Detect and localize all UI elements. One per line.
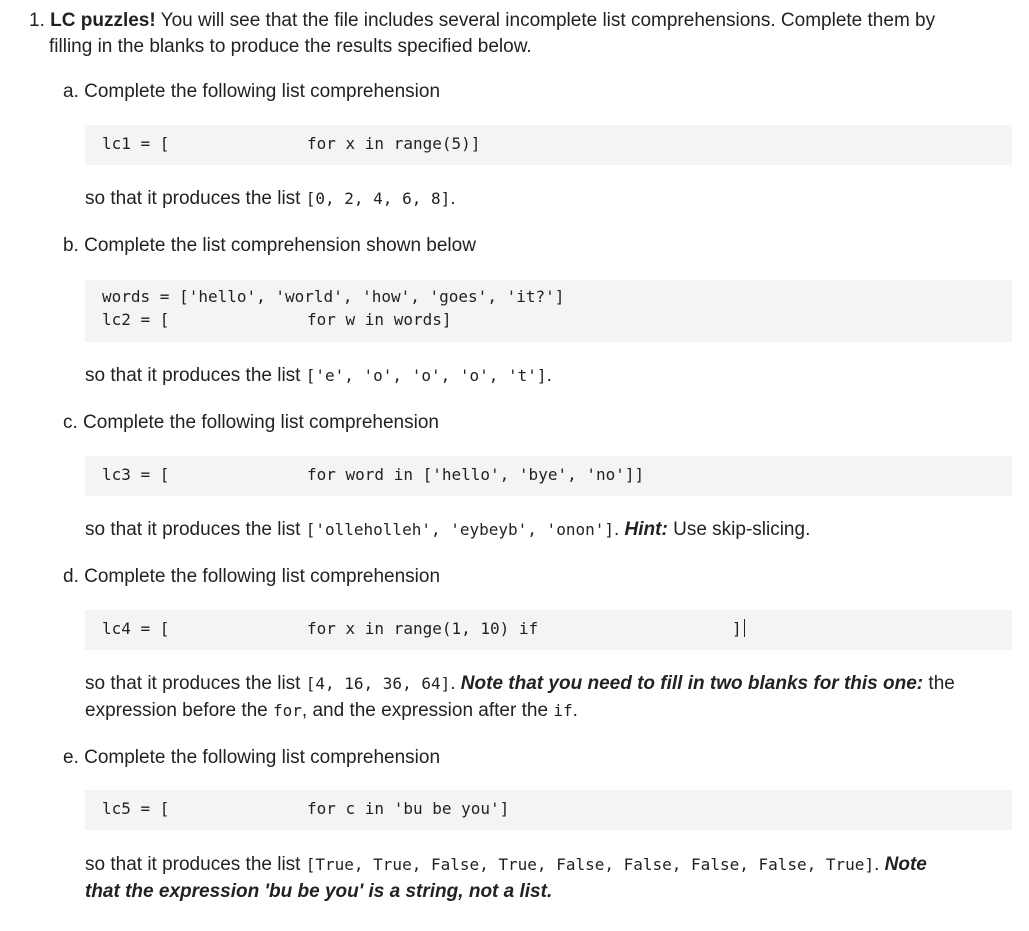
part-e-result-suffix: . <box>874 854 885 875</box>
part-e-code-block <box>85 790 1012 830</box>
part-d-note-line2-c: . <box>572 700 578 721</box>
part-a-heading: a. Complete the following list comprehension <box>63 81 441 102</box>
part-c-code-mid: for word in ['hello', 'bye', 'no']] <box>307 465 645 484</box>
part-d-result-line1 <box>85 671 955 697</box>
part-b-code-left: lc2 = [ <box>102 310 170 329</box>
part-e-code-left: lc5 = [ <box>102 799 170 818</box>
part-d-note-code-for: for <box>273 701 302 720</box>
part-c-code-block <box>85 456 1012 496</box>
part-c-result <box>85 517 810 543</box>
problem-heading <box>29 8 1004 60</box>
part-e-result-line2 <box>85 879 552 905</box>
problem-title: LC puzzles! <box>50 10 156 31</box>
part-d-result-line2 <box>85 698 578 724</box>
part-d-note-code-if: if <box>553 701 573 720</box>
part-e-result-line1 <box>85 852 927 878</box>
part-d-note-line2-a: expression before the <box>85 700 274 721</box>
part-e-code-mid: for c in 'bu be you'] <box>307 799 510 818</box>
part-d-result-code: [4, 16, 36, 64] <box>305 674 451 693</box>
problem-intro-line2: filling in the blanks to produce the results specified below. <box>49 36 532 57</box>
part-d-code-block <box>85 610 1012 650</box>
part-c-result-suffix: . <box>613 519 625 540</box>
part-b-code-block <box>85 280 1012 342</box>
part-c-code-left: lc3 = [ <box>102 465 170 484</box>
part-c-result-code: ['olleholleh', 'eybeyb', 'onon'] <box>305 520 614 539</box>
part-b-result <box>85 363 552 389</box>
part-d-note-line2-b: , and the expression after the <box>301 700 554 721</box>
part-b-result-code: ['e', 'o', 'o', 'o', 't'] <box>305 366 547 385</box>
part-a-code-block <box>85 125 1012 165</box>
part-d-note-bold: Note that you need to fill in two blanks for this one: <box>460 673 924 694</box>
part-d-code-end-bracket: ] <box>732 619 742 638</box>
part-b-result-suffix: . <box>546 365 552 386</box>
problem-number: 1. <box>29 10 45 31</box>
part-a-result <box>85 186 456 212</box>
part-d-code-end <box>732 618 745 640</box>
part-e-heading: e. Complete the following list comprehension <box>63 747 441 768</box>
part-a-result-prefix: so that it produces the list <box>85 188 306 209</box>
part-b-result-prefix: so that it produces the list <box>85 365 306 386</box>
part-e-note-line2: that the expression 'bu be you' is a string, not a list. <box>85 881 553 902</box>
part-a-result-code: [0, 2, 4, 6, 8] <box>305 189 451 208</box>
part-d-heading: d. Complete the following list comprehension <box>63 566 441 587</box>
part-b-code-mid: for w in words] <box>307 310 452 329</box>
part-a-code-left: lc1 = [ <box>102 134 170 153</box>
part-e-note-bold: Note <box>884 854 927 875</box>
part-e-result-prefix: so that it produces the list <box>85 854 306 875</box>
text-cursor-icon <box>744 619 745 637</box>
part-c-hint-label: Hint: <box>624 519 668 540</box>
problem-intro-line1: You will see that the file includes several incomplete list comprehensions. Complete them by <box>155 10 936 31</box>
part-a-code-mid: for x in range(5)] <box>307 134 481 153</box>
part-e-result-code: [True, True, False, True, False, False, False, False, True] <box>305 855 875 874</box>
part-c-heading: c. Complete the following list comprehension <box>63 412 439 433</box>
part-c-hint-text: Use skip-slicing. <box>667 519 811 540</box>
part-d-code-left: lc4 = [ <box>102 619 170 638</box>
part-b-heading: b. Complete the list comprehension shown below <box>63 235 476 256</box>
part-b-code-line1: words = ['hello', 'world', 'how', 'goes', 'it?'] <box>102 287 565 306</box>
part-d-note-text1: the <box>923 673 955 694</box>
part-d-result-suffix: . <box>450 673 461 694</box>
part-d-code-mid: for x in range(1, 10) if <box>307 619 539 638</box>
part-a-result-suffix: . <box>450 188 456 209</box>
part-c-result-prefix: so that it produces the list <box>85 519 306 540</box>
part-d-result-prefix: so that it produces the list <box>85 673 306 694</box>
